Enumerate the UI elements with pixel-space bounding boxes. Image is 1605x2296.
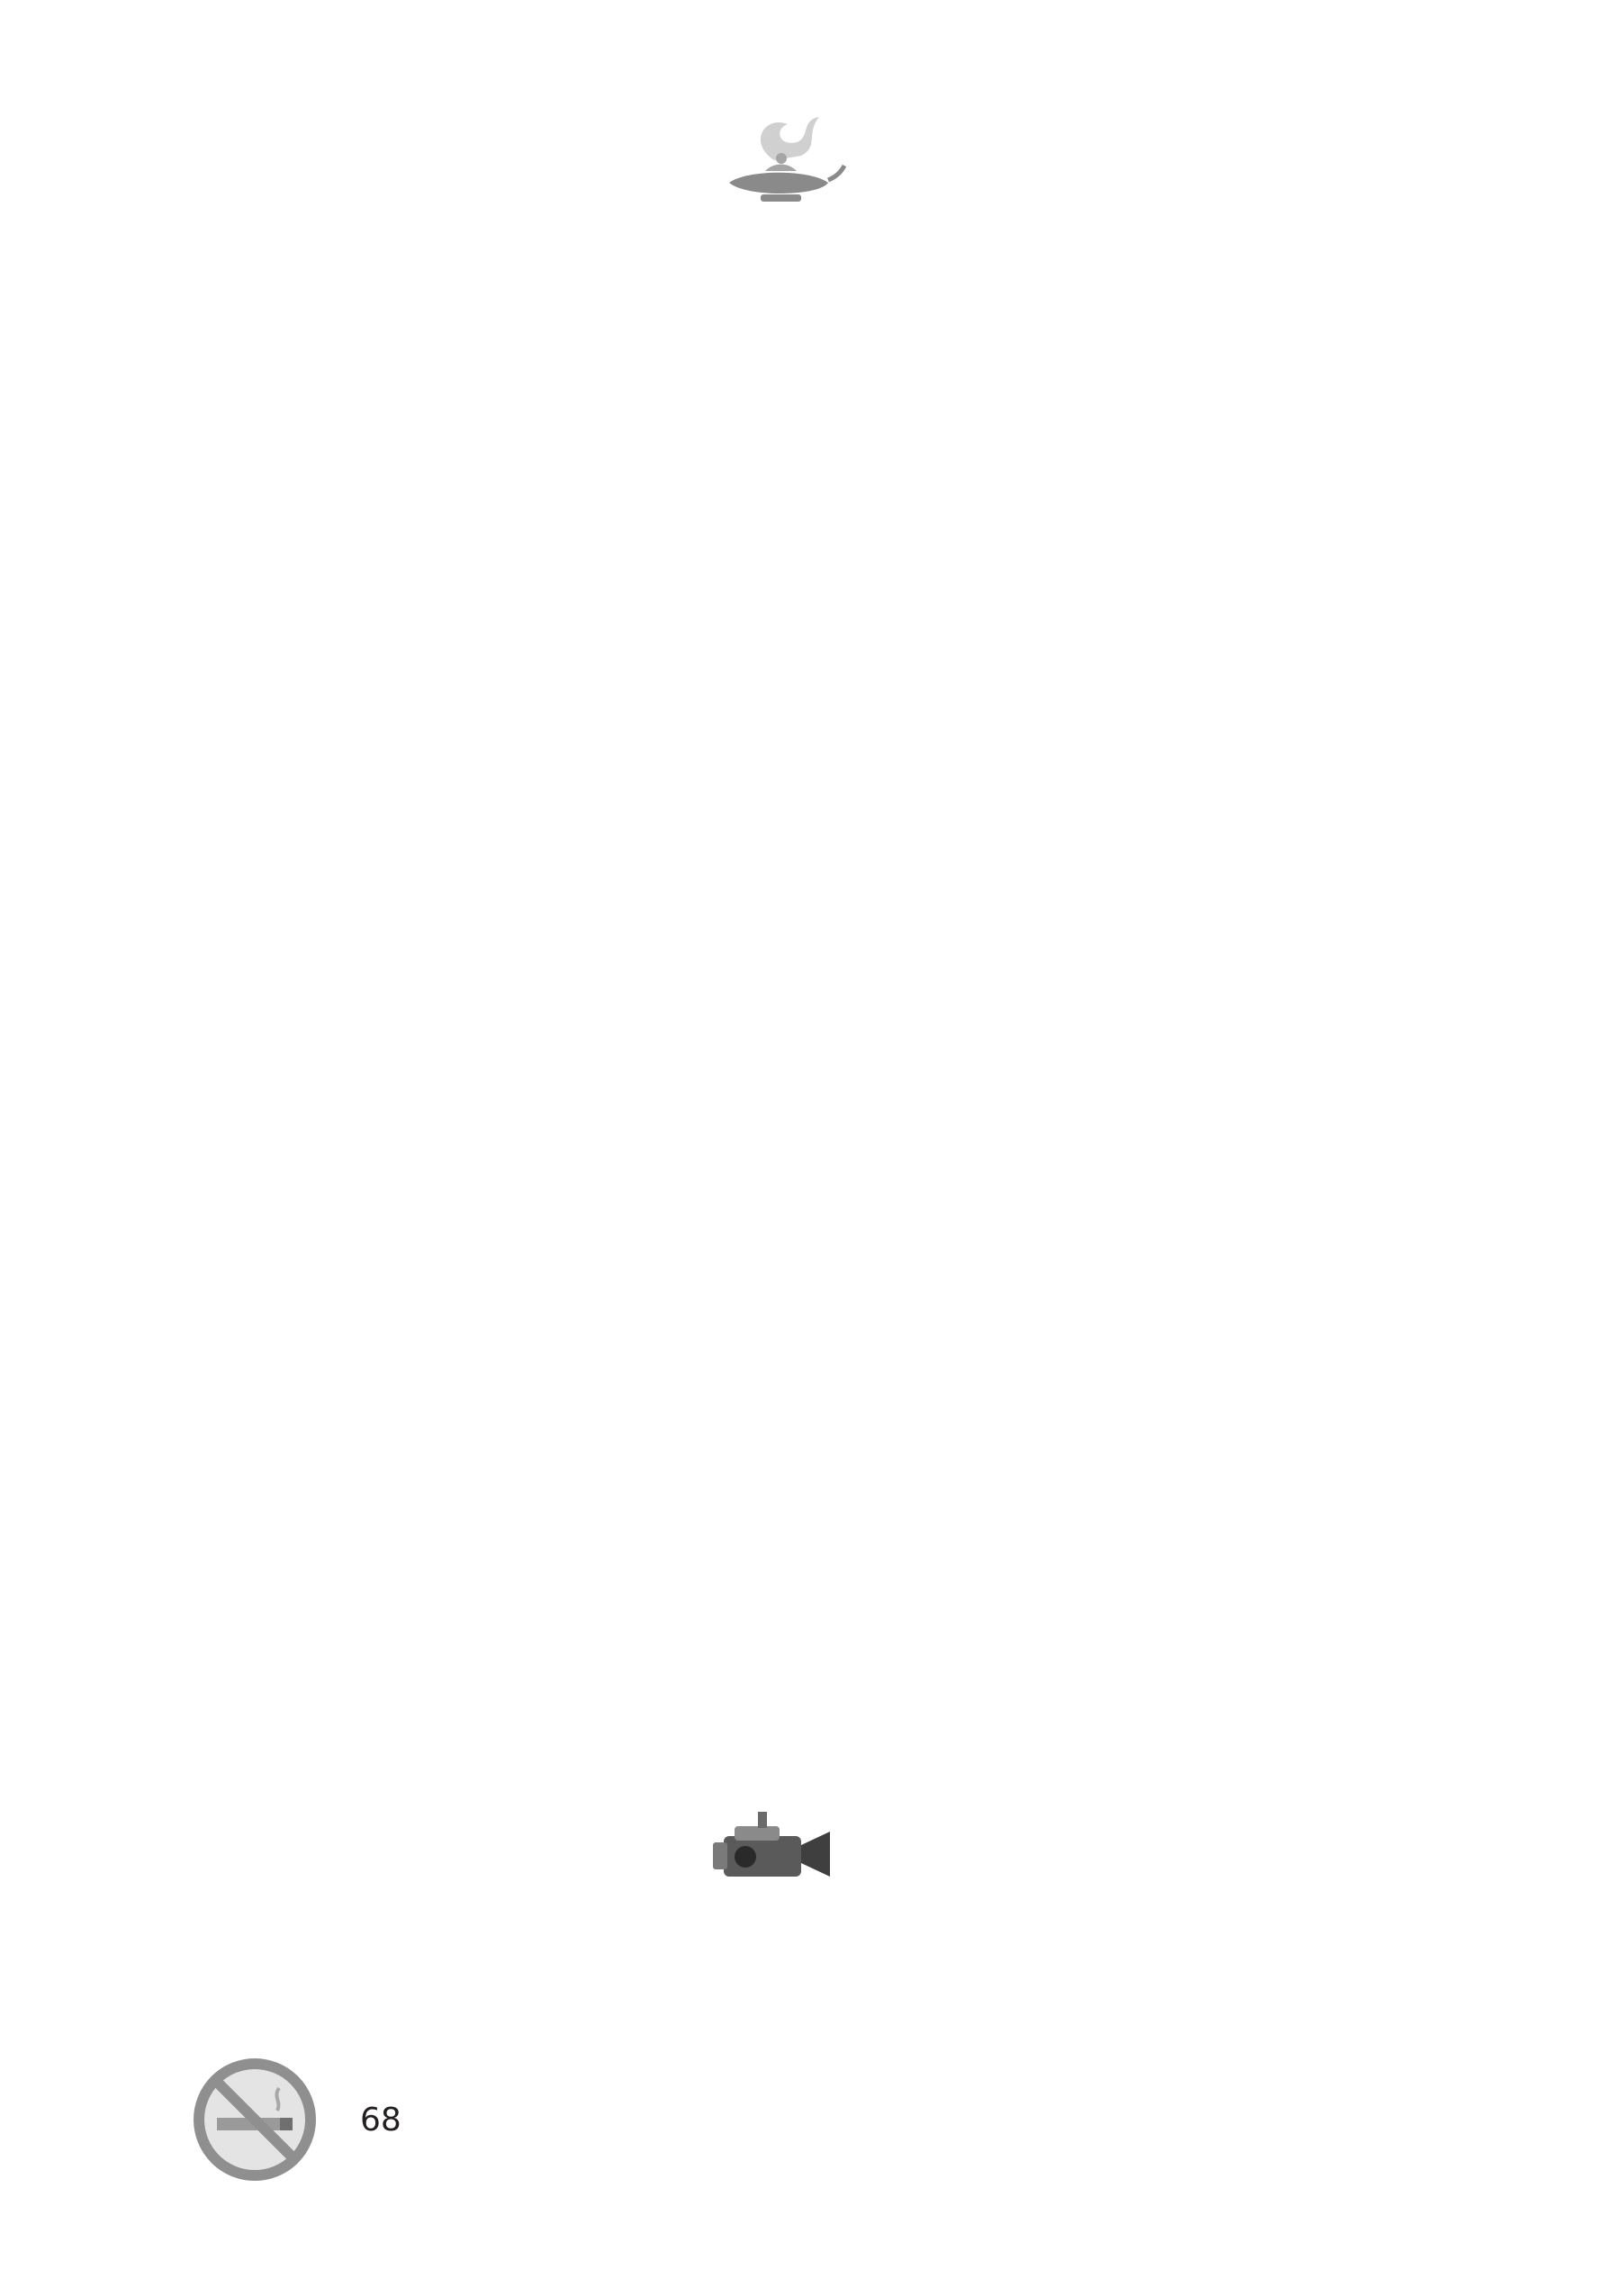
text-line (196, 1622, 1366, 1697)
text-line (196, 1471, 1366, 1546)
text-line (196, 1926, 1366, 2002)
video-camera-icon (704, 1796, 839, 1895)
text-line (196, 1395, 1366, 1471)
text-line (196, 261, 1366, 337)
text-line (196, 1168, 1366, 1244)
text-line (196, 1244, 1366, 1319)
text-line (196, 1017, 1366, 1093)
text-line (196, 866, 1366, 941)
page-number: 68 (360, 2101, 401, 2138)
body-text-continued (196, 1926, 1366, 2077)
text-line (196, 1697, 1366, 1773)
text-line (196, 715, 1366, 790)
genie-lamp-icon (711, 106, 846, 214)
text-line (196, 488, 1366, 563)
text-line (196, 563, 1366, 639)
text-line (196, 337, 1366, 412)
text-line (196, 1319, 1366, 1395)
text-line (196, 790, 1366, 866)
text-line (196, 941, 1366, 1017)
page-footer (360, 2093, 425, 2147)
text-line (196, 412, 1366, 488)
text-line (196, 639, 1366, 715)
no-smoking-icon (192, 2057, 318, 2183)
text-line (196, 2002, 1366, 2077)
text-line (196, 1546, 1366, 1622)
text-line (196, 1093, 1366, 1168)
